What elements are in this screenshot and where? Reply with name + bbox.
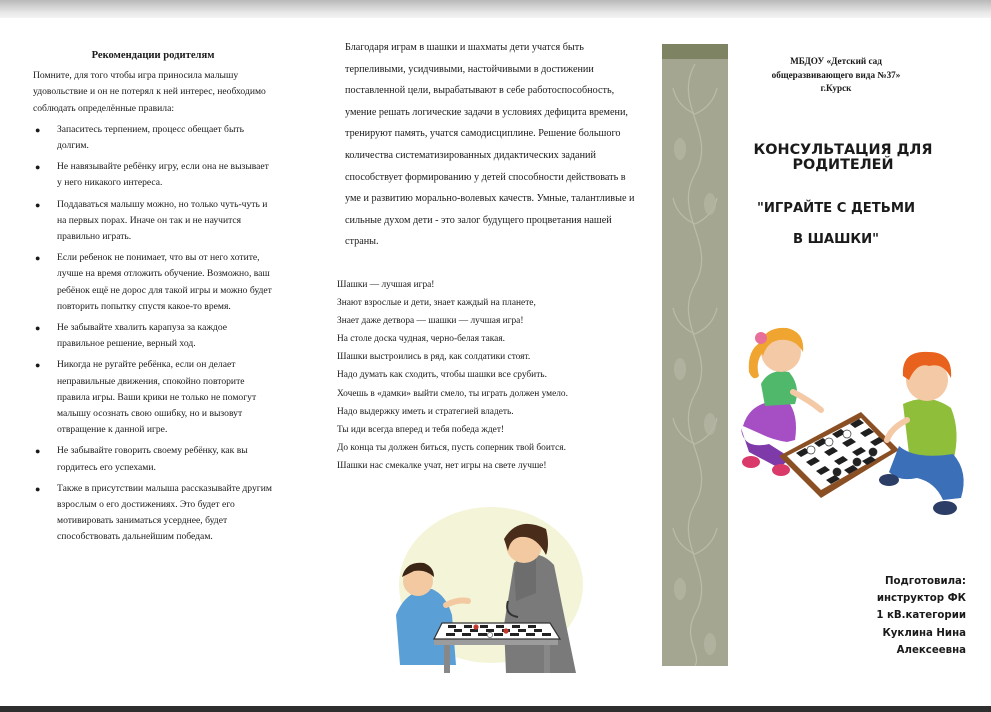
recommendations-heading: Рекомендации родителям [91, 50, 215, 61]
poem-line: Знают взрослые и дети, знает каждый на планете, [337, 298, 536, 309]
list-item: ● Поддаваться малышу можно, но только чуть-чуть и на первых порах. Иначе он так и не научится правильно играть. [35, 198, 268, 243]
bullet-icon: ● [35, 162, 41, 173]
floral-ornament-icon [662, 44, 728, 666]
checkers-board-illustration [739, 322, 971, 520]
recommendations-column [33, 48, 273, 546]
benefits-paragraph: Благодаря играм в шашки и шахматы дети учатся быть терпеливыми, усидчивыми, настойчивыми в достижении поставленной цели, вырабатывают в себе работоспособность, умение решать логические задачи в условиях дефицита времени, тренируют память, учатся самодисциплине. Решение большого количества систематизированных дидактических заданий способствует формированию у детей способности действовать в уме и развитию морально-волевых качеств. Умные, талантливые и сильные духом дети - это залог будущего процветания нашей страны. [345, 42, 635, 248]
list-item: ● Запаситесь терпением, процесс обещает быть долгим. [35, 123, 244, 152]
bullet-icon: ● [35, 253, 41, 264]
organization-name: МБДОУ «Детский сад общеразвивающего вида №37» г.Курск [771, 56, 901, 93]
prepared-by: Подготовила: инструктор ФК 1 кВ.категории Куклина Нина Алексеевна [876, 576, 966, 656]
poem-line: Ты иди всегда вперед и тебя победа ждет! [337, 424, 505, 435]
poem-line: Шашки нас смекалке учат, нет игры на свете лучше! [337, 460, 547, 471]
poem-line: Шашки выстроились в ряд, как солдатики стоят. [337, 352, 531, 363]
poem-line: Знает даже детвора — шашки — лучшая игра! [337, 316, 524, 327]
bullet-icon: ● [35, 446, 41, 457]
middle-column [337, 37, 637, 475]
decorative-strip [662, 44, 728, 666]
list-item: ● Не забывайте говорить своему ребёнку, как вы гордитесь его успехами. [35, 445, 248, 473]
poem-line: Надо выдержку иметь и стратегией владеть. [337, 406, 514, 417]
list-item: ● Также в присутствии малыша рассказывайте другим взрослым о его достижениях. Это будет его мотивировать заниматься усерднее, будет способствовать дальнейшим победам. [35, 482, 272, 543]
bullet-icon: ● [35, 360, 41, 371]
poem-line: Хочешь в «дамки» выйти смело, ты играть должен умело. [337, 388, 568, 399]
parent-child-checkers-illustration [386, 505, 586, 675]
list-item: ● Не забывайте хвалить карапуза за каждое правильное решение, верный ход. [35, 322, 228, 350]
list-item: ● Не навязывайте ребёнку игру, если она не вызывает у него никакого интереса. [35, 161, 269, 189]
window-top-bar [0, 0, 991, 18]
poem-line: Шашки — лучшая игра! [337, 279, 435, 290]
recommendations-list [33, 122, 273, 546]
document-title: "ИГРАЙТЕ С ДЕТЬМИ В ШАШКИ" [756, 201, 916, 247]
checkers-poem [337, 276, 637, 475]
list-item: ● Если ребенок не понимает, что вы от него хотите, лучше на время отложить обучение. Возможно, ваш ребёнок ещё не дорос для такой игры и можно будет повторить попытку спустя какое-то время. [35, 252, 272, 312]
strip-band [662, 44, 728, 59]
poem-line: До конца ты должен биться, пусть соперник твой боится. [337, 442, 566, 453]
poem-line: Надо думать как сходить, чтобы шашки все срубить. [337, 370, 547, 381]
bullet-icon: ● [35, 323, 41, 334]
recommendations-intro: Помните, для того чтобы игра приносила малышу удовольствие и он не потерял к ней интерес, необходимо соблюдать определённые правила: [33, 70, 266, 114]
bullet-icon: ● [35, 199, 41, 210]
list-item: ● Никогда не ругайте ребёнка, если он делает неправильные движения, спокойно повторите правила игры. Ваши крики не только не помогут малышу осознать свою ошибку, но и вызовут отвращение к данной игре. [35, 359, 257, 436]
bullet-icon: ● [35, 483, 41, 494]
bullet-icon: ● [35, 124, 41, 135]
poem-line: На столе доска чудная, черно-белая такая. [337, 334, 505, 345]
window-bottom-bar [0, 706, 991, 712]
consultation-heading: КОНСУЛЬТАЦИЯ ДЛЯ РОДИТЕЛЕЙ [753, 142, 933, 173]
